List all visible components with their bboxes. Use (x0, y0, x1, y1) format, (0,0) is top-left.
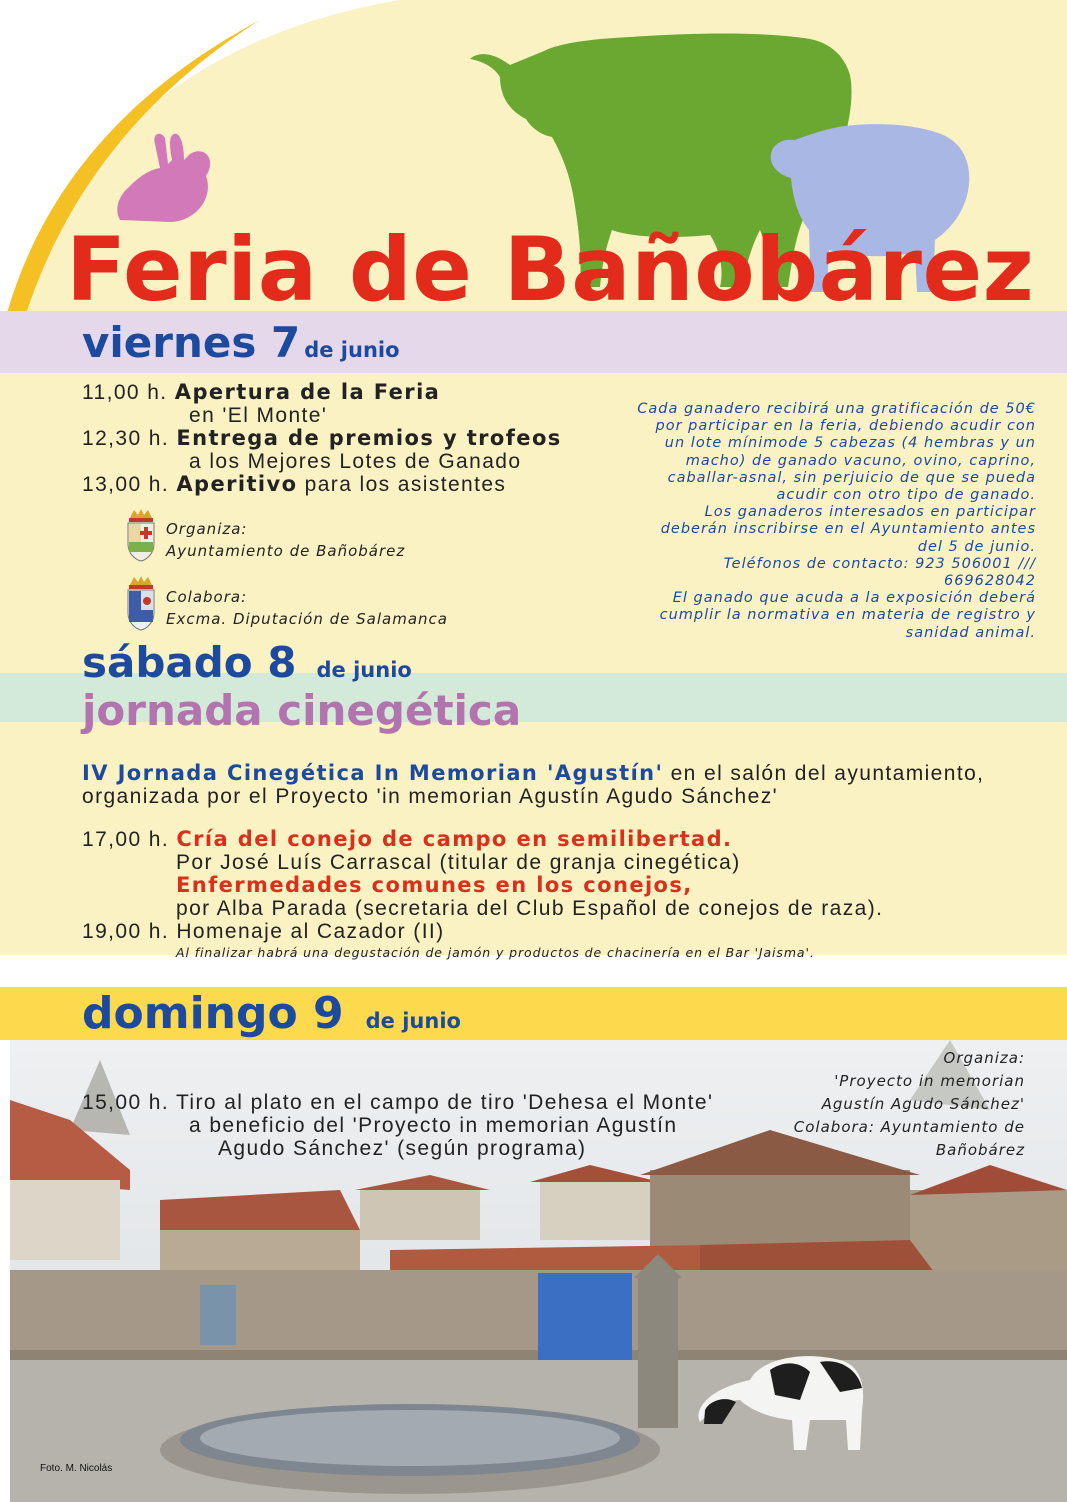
info-line: macho) de ganado vacuno, ovino, caprino, (685, 452, 1036, 469)
time-label: 19,00 h. (82, 920, 170, 943)
friday-schedule (82, 381, 562, 496)
sunday-line3: Agudo Sánchez' (según programa) (218, 1137, 587, 1160)
org-line: Colabora: Ayuntamiento de (793, 1118, 1025, 1136)
talk1-title: Cría del conejo de campo en semilibertad. (176, 827, 733, 851)
saturday-note: Al finalizar habrá una degustación de jamón y productos de chacinería en el Bar 'Jaisma'. (176, 945, 815, 960)
info-line: Los ganaderos interesados en participar (704, 504, 1036, 521)
sunday-month: de junio (365, 1009, 461, 1033)
intro-line2: organizada por el Proyecto 'in memorian Agustín Agudo Sánchez' (82, 785, 779, 808)
org-line: Organiza: (943, 1049, 1025, 1067)
sunday-heading (82, 988, 461, 1039)
colabora-name: Excma. Diputación de Salamanca (166, 610, 448, 628)
time-label: 17,00 h. (82, 828, 170, 851)
sunday-line2: a beneficio del 'Proyecto in memorian Agustín (189, 1114, 678, 1137)
talk1-speaker: Por José Luís Carrascal (titular de granja cinegética) (176, 851, 741, 874)
photo-credit: Foto. M. Nicolás (40, 1463, 113, 1474)
sunday-schedule (82, 1091, 713, 1160)
friday-heading (82, 318, 400, 367)
saturday-month: de junio (316, 658, 412, 682)
organiza-label: Organiza: (166, 520, 248, 538)
sunday-day: domingo 9 (82, 988, 344, 1039)
sunday-line1: Tiro al plato en el campo de tiro 'Dehesa el Monte' (175, 1091, 714, 1114)
event2: Homenaje al Cazador (II) (176, 920, 445, 943)
talk2-title: Enfermedades comunes en los conejos, (176, 873, 693, 897)
info-line: Cada ganadero recibirá una gratificación de 50€ (637, 401, 1036, 417)
info-line: deberán inscribirse en el Ayuntamiento antes (660, 521, 1036, 538)
schedule-item: 13,00 h. Aperitivo para los asistentes (82, 472, 507, 496)
info-line: Teléfonos de contacto: 923 506001 /// (723, 555, 1036, 572)
banobarez-coat-of-arms-icon (124, 508, 158, 562)
intro-rest: en el salón del ayuntamiento, (663, 762, 985, 785)
org-line: Agustín Agudo Sánchez' (821, 1095, 1025, 1113)
saturday-heading (82, 638, 412, 687)
saturday-intro (82, 762, 984, 808)
salamanca-coat-of-arms-icon (124, 575, 158, 631)
info-line: 669628042 (943, 573, 1036, 590)
poster-title: Feria de Bañobárez (66, 218, 1035, 321)
friday-colabora (166, 586, 448, 630)
info-line: El ganado que acuda a la exposición deberá (672, 590, 1036, 607)
info-line: por participar en la feria, debiendo acudir con (655, 418, 1036, 435)
talk2-speaker: por Alba Parada (secretaria del Club Español de conejos de raza). (176, 897, 884, 920)
friday-organiza (166, 518, 405, 562)
sunday-organiza (794, 1047, 1025, 1162)
schedule-item: 11,00 h. Apertura de la Feria (82, 380, 441, 404)
info-line: sanidad animal. (905, 624, 1036, 641)
org-line: 'Proyecto in memorian (834, 1072, 1025, 1090)
info-line: un lote mínimode 5 cabezas (4 hembras y un (664, 435, 1036, 452)
schedule-item-sub: en 'El Monte' (189, 404, 328, 427)
organiza-name: Ayuntamiento de Bañobárez (166, 542, 406, 560)
info-line: caballar-asnal, sin perjuicio de que se pueda (667, 469, 1036, 486)
info-line: del 5 de junio. (917, 538, 1036, 555)
info-line: cumplir la normativa en materia de registro y (659, 607, 1036, 624)
friday-info-note (576, 401, 1036, 642)
schedule-item-sub: a los Mejores Lotes de Ganado (189, 450, 522, 473)
saturday-day: sábado 8 (82, 638, 297, 687)
saturday-schedule (82, 828, 883, 943)
org-line: Bañobárez (935, 1141, 1025, 1159)
intro-title: IV Jornada Cinegética In Memorian 'Agustín' (82, 761, 664, 785)
friday-month: de junio (304, 338, 400, 362)
info-line: acudir con otro tipo de ganado. (776, 487, 1036, 504)
colabora-label: Colabora: (166, 588, 248, 606)
schedule-item: 12,30 h. Entrega de premios y trofeos (82, 426, 562, 450)
rabbit-silhouette-icon (110, 130, 220, 230)
friday-day: viernes 7 (82, 318, 301, 367)
saturday-subtitle: jornada cinegética (82, 686, 522, 735)
time-label: 15,00 h. (82, 1091, 170, 1114)
